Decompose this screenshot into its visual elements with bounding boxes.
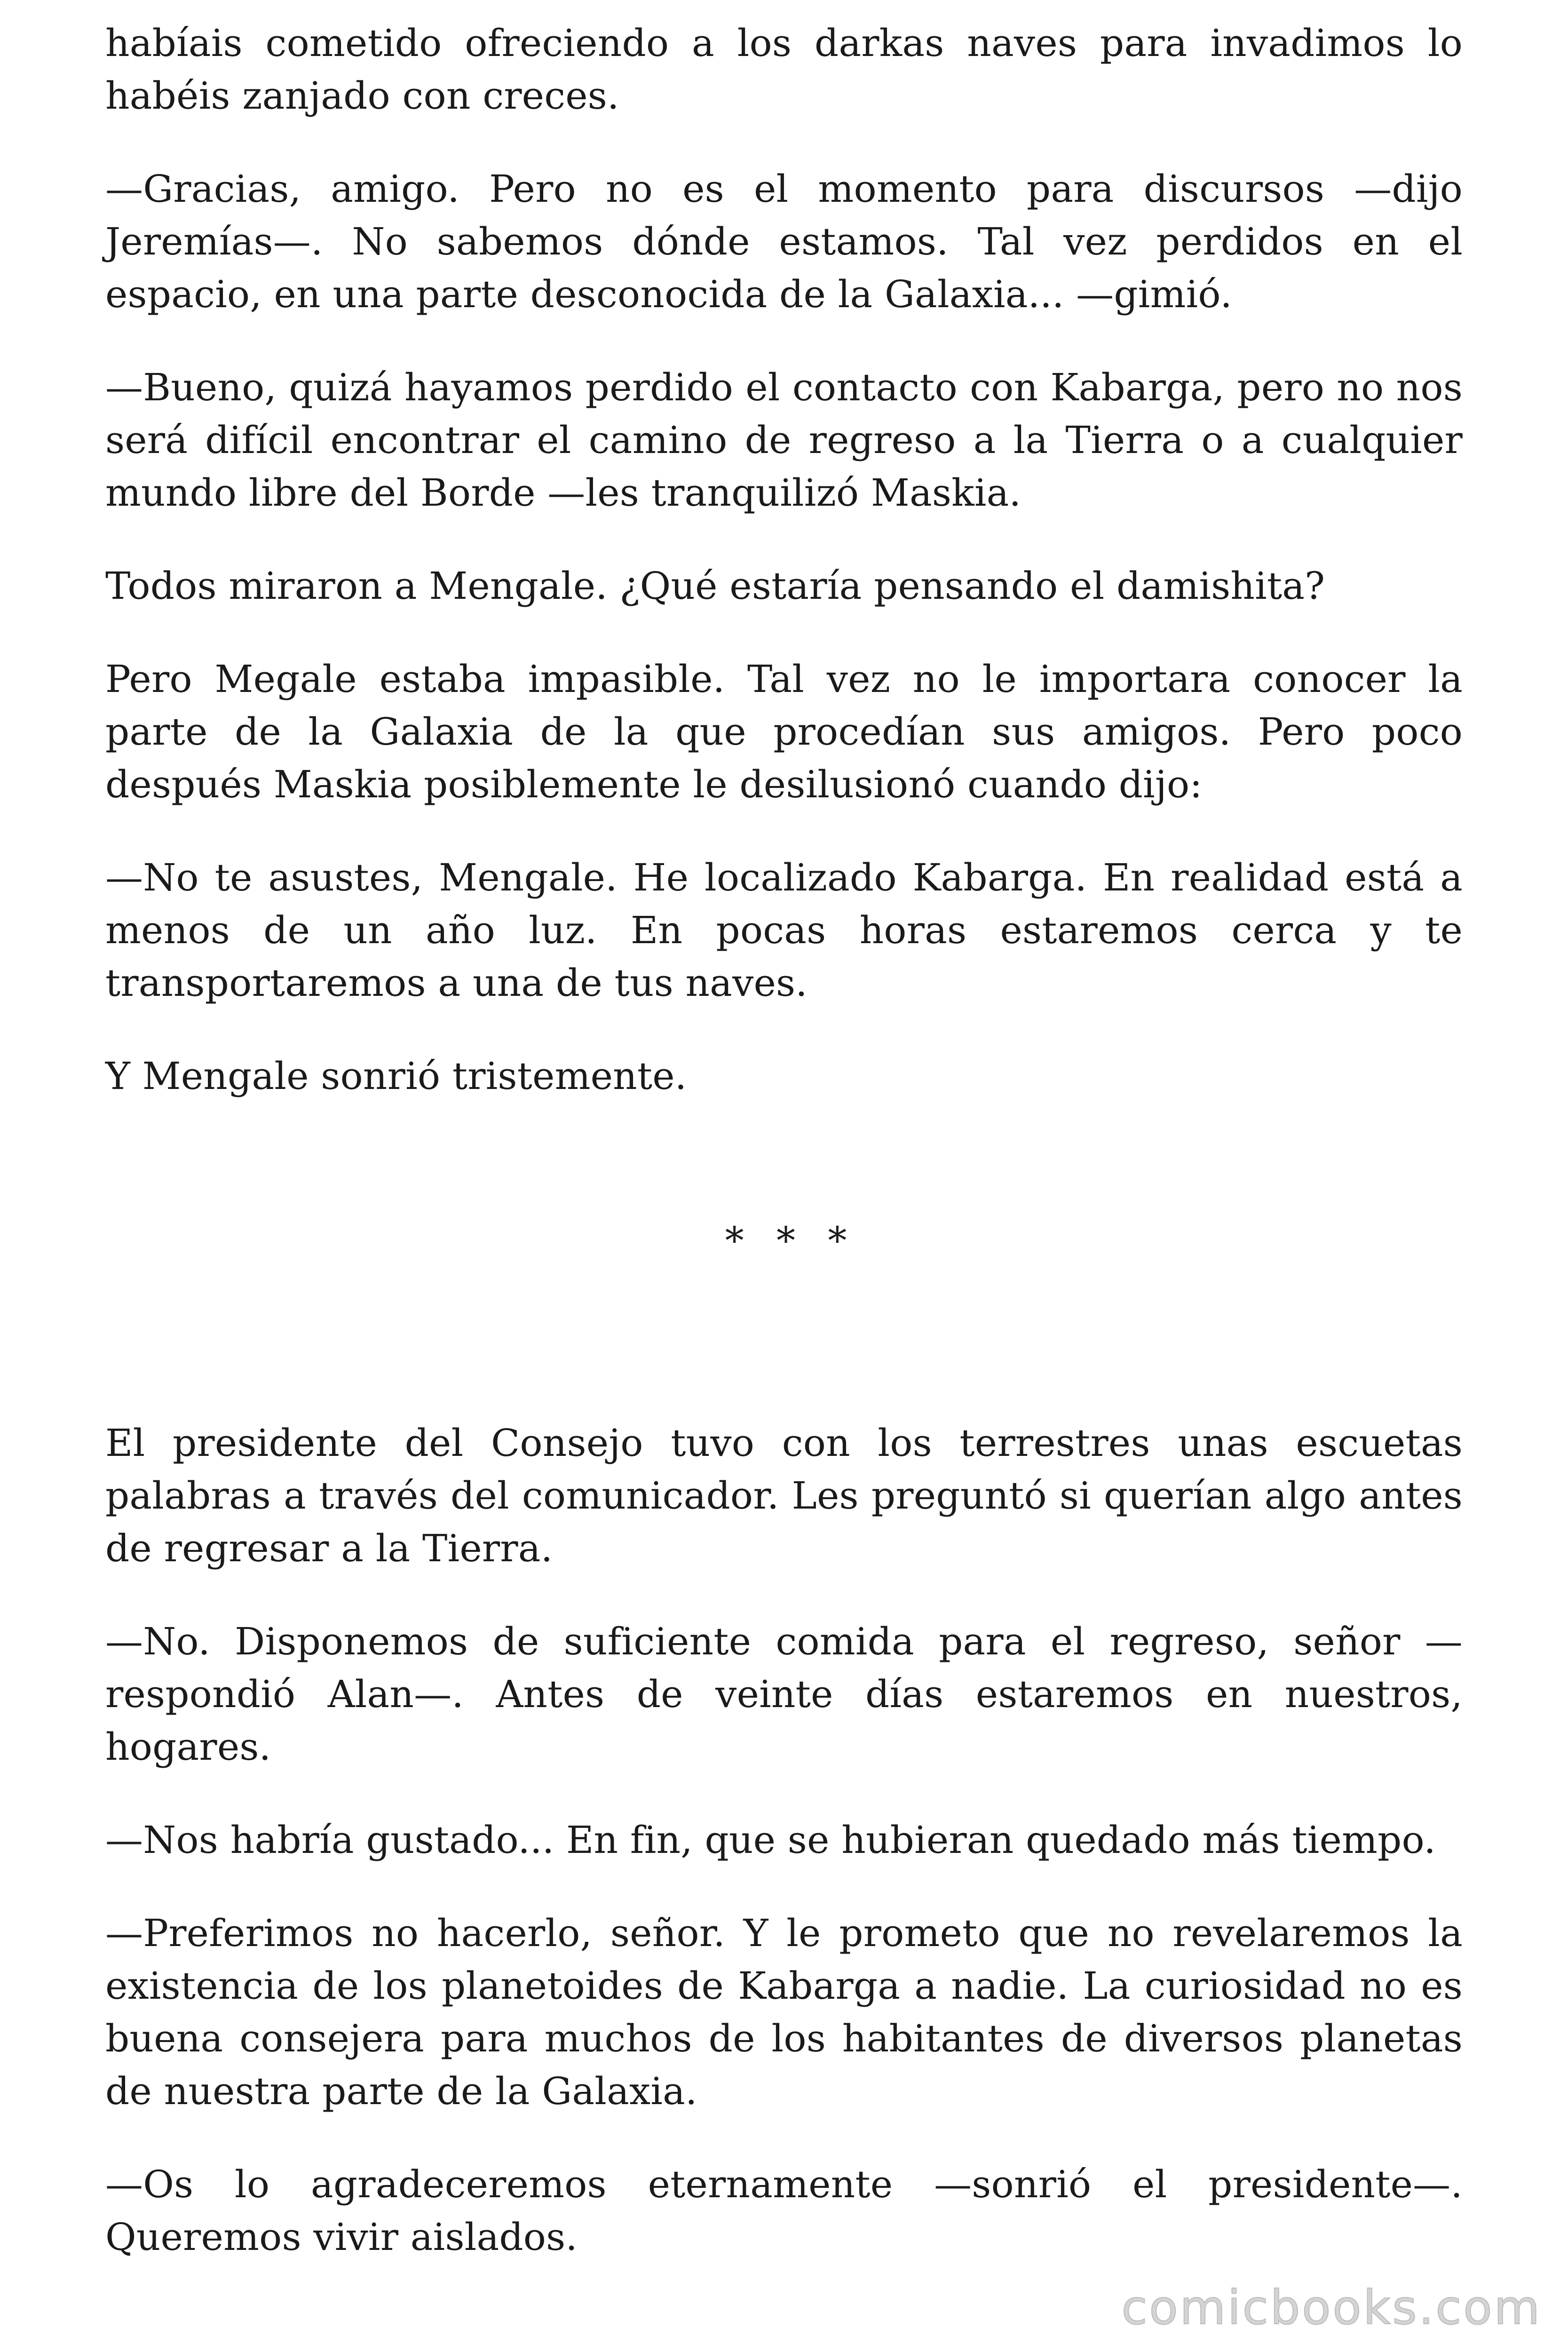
scene-separator: * * * [725,1219,857,1263]
paragraph: —No. Disponemos de suficiente comida para el regreso, señor —respondió Alan—. Antes de veinte días estaremos en nuestros, hogares. [105,1620,1463,1769]
paragraph: —Gracias, amigo. Pero no es el momento para discursos —dijo Jeremías—. No sabemos dónde estamos. Tal vez perdidos en el espacio, en una parte desconocida de la Galaxia... —gimió. [105,167,1463,316]
paragraph: Y Mengale sonrió tristemente. [105,1054,687,1098]
watermark: comicbooks.com [1121,2280,1542,2335]
paragraph: —Os lo agradeceremos eternamente —sonrió el presidente—. Queremos vivir aislados. [105,2162,1463,2259]
paragraph: —Nos habría gustado... En fin, que se hubieran quedado más tiempo. [105,1818,1436,1862]
book-page [105,17,1463,2304]
paragraph: —Preferimos no hacerlo, señor. Y le prometo que no revelaremos la existencia de los planetoides de Kabarga a nadie. La curiosidad no es buena consejera para muchos de los habitantes de diversos planetas de nuestra parte de la Galaxia. [105,1911,1463,2113]
paragraph: —Bueno, quizá hayamos perdido el contacto con Kabarga, pero no nos será difícil encontrar el camino de regreso a la Tierra o a cualquier mundo libre del Borde —les tranquilizó Maskia. [105,366,1463,515]
paragraph: —No te asustes, Mengale. He localizado Kabarga. En realidad está a menos de un año luz. En pocas horas estaremos cerca y te transportaremos a una de tus naves. [105,856,1463,1005]
paragraph: Todos miraron a Mengale. ¿Qué estaría pensando el damishita? [105,564,1325,608]
paragraph: habíais cometido ofreciendo a los darkas naves para invadimos lo habéis zanjado con creces. [105,21,1463,118]
paragraph: El presidente del Consejo tuvo con los terrestres unas escuetas palabras a través del comunicador. Les preguntó si querían algo antes de regresar a la Tierra. [105,1421,1463,1570]
paragraph: Pero Megale estaba impasible. Tal vez no le importara conocer la parte de la Galaxia de la que procedían sus amigos. Pero poco después Maskia posiblemente le desilusionó cuando dijo: [105,657,1463,806]
